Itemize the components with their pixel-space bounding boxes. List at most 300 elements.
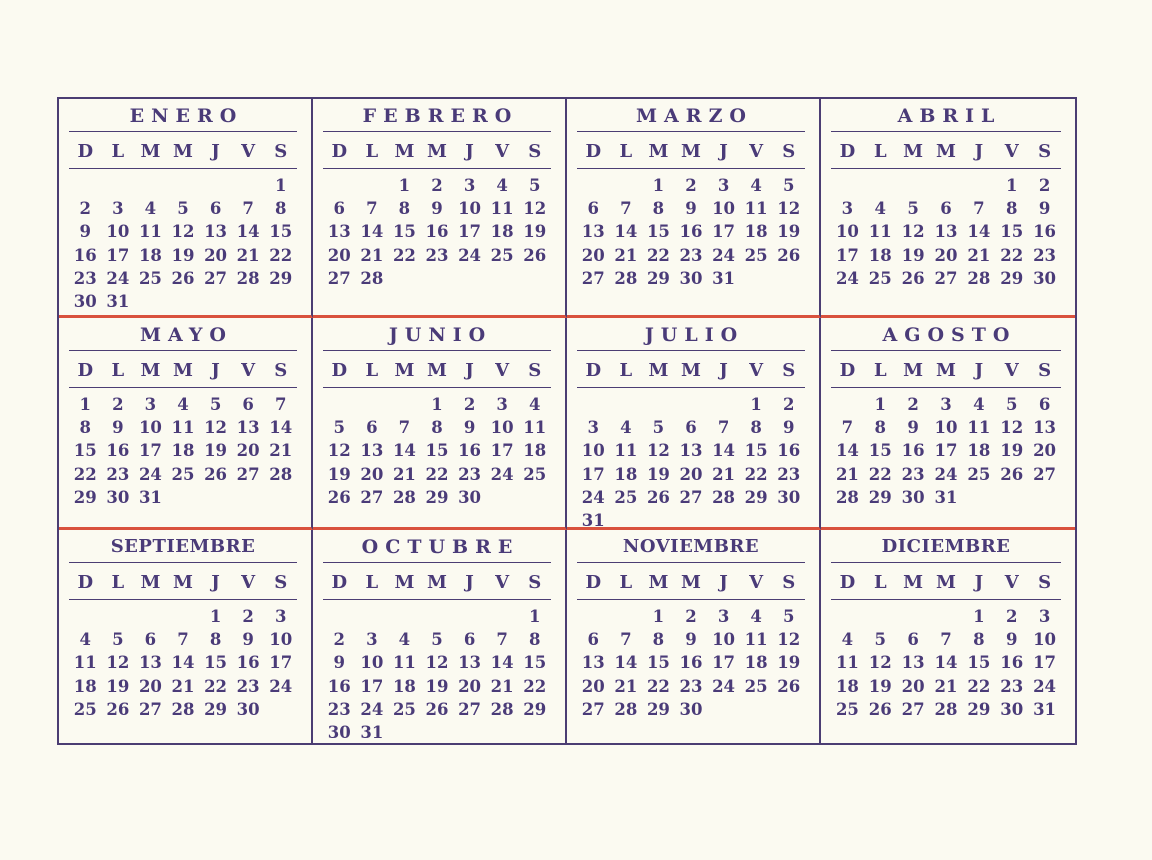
weekday-label: S — [274, 572, 288, 593]
day-number: 3 — [841, 199, 854, 219]
day-number: 27 — [901, 699, 925, 719]
day-number: 25 — [138, 268, 162, 288]
empty-day-cell — [421, 605, 454, 628]
weekday-label: D — [585, 572, 602, 593]
day-number: 19 — [868, 676, 892, 696]
day-number: 6 — [587, 630, 600, 650]
day-number: 4 — [177, 395, 189, 414]
day-number: 18 — [744, 222, 768, 242]
empty-day-cell — [356, 393, 389, 416]
day-number: 23 — [901, 464, 925, 484]
day-number: 9 — [907, 418, 919, 438]
day-number: 15 — [967, 653, 991, 673]
day-number: 20 — [1033, 441, 1057, 461]
day-number: 13 — [679, 441, 703, 461]
day-number: 11 — [392, 653, 416, 673]
month-septiembre — [59, 530, 313, 744]
month-abril — [821, 99, 1075, 318]
day-number: 26 — [901, 268, 925, 288]
day-number: 15 — [744, 441, 768, 461]
day-number: 26 — [204, 464, 228, 484]
day-number: 13 — [204, 222, 228, 242]
empty-day-cell — [69, 174, 102, 197]
day-number: 26 — [171, 268, 195, 288]
day-number: 15 — [646, 222, 670, 242]
day-number: 13 — [236, 418, 260, 438]
weekday-label: S — [528, 572, 542, 593]
day-number: 26 — [425, 699, 449, 719]
day-number: 2 — [782, 395, 795, 414]
day-number: 30 — [679, 268, 703, 288]
day-number: 12 — [868, 653, 892, 673]
day-number: 3 — [144, 395, 157, 414]
weekday-label: L — [365, 360, 379, 381]
day-number: 11 — [73, 653, 97, 673]
empty-day-cell — [897, 605, 930, 628]
day-number: 5 — [209, 395, 222, 414]
day-number: 10 — [106, 222, 130, 242]
day-number: 24 — [458, 245, 482, 265]
day-number: 2 — [1038, 176, 1051, 195]
day-number: 3 — [940, 395, 952, 414]
weekday-label: V — [749, 360, 764, 381]
day-number: 2 — [79, 199, 92, 219]
day-number: 27 — [581, 268, 605, 288]
day-grid — [831, 605, 1061, 721]
day-number: 20 — [236, 441, 260, 461]
day-number: 25 — [614, 487, 638, 507]
day-number: 1 — [431, 395, 443, 414]
day-number: 24 — [934, 464, 958, 484]
day-number: 25 — [744, 676, 768, 696]
day-number: 29 — [868, 487, 892, 507]
day-number: 30 — [777, 487, 801, 507]
empty-day-cell — [388, 605, 421, 628]
day-number: 20 — [204, 245, 228, 265]
day-number: 16 — [236, 653, 260, 673]
day-number: 20 — [327, 245, 351, 265]
empty-day-cell — [930, 605, 963, 628]
day-number: 1 — [209, 607, 222, 626]
weekday-header — [323, 563, 551, 597]
day-number: 22 — [967, 676, 991, 696]
day-number: 30 — [327, 723, 351, 743]
day-number: 15 — [868, 441, 892, 461]
day-number: 22 — [868, 464, 892, 484]
day-number: 12 — [204, 418, 228, 438]
day-number: 5 — [333, 418, 346, 438]
weekday-label: V — [1004, 572, 1019, 593]
day-number: 9 — [1005, 630, 1018, 650]
day-number: 26 — [777, 245, 801, 265]
weekday-label: D — [77, 572, 94, 593]
weekday-label: V — [495, 141, 510, 162]
day-number: 24 — [269, 676, 293, 696]
day-number: 8 — [973, 630, 985, 650]
day-number: 7 — [841, 418, 854, 438]
weekday-label: V — [1004, 360, 1019, 381]
day-number: 11 — [967, 418, 991, 438]
day-number: 22 — [1000, 245, 1024, 265]
day-number: 1 — [652, 607, 665, 626]
day-number: 20 — [581, 245, 605, 265]
day-number: 9 — [782, 418, 795, 438]
empty-day-cell — [675, 393, 708, 416]
day-number: 26 — [777, 676, 801, 696]
day-number: 2 — [685, 176, 697, 195]
day-number: 6 — [907, 630, 919, 650]
day-number: 27 — [360, 487, 384, 507]
day-number: 29 — [425, 487, 449, 507]
weekday-header — [831, 132, 1061, 166]
day-number: 4 — [750, 607, 762, 626]
day-number: 24 — [106, 268, 130, 288]
day-number: 8 — [528, 630, 541, 650]
day-number: 4 — [528, 395, 541, 414]
day-number: 2 — [333, 630, 346, 650]
weekday-label: L — [873, 572, 887, 593]
empty-day-cell — [69, 605, 102, 628]
weekday-header — [577, 132, 805, 166]
day-number: 4 — [144, 199, 157, 219]
day-number: 2 — [431, 176, 443, 195]
weekday-label: S — [782, 360, 796, 381]
day-number: 29 — [646, 699, 670, 719]
day-number: 3 — [366, 630, 378, 650]
day-number: 20 — [679, 464, 703, 484]
day-number: 23 — [679, 676, 703, 696]
day-number: 23 — [1000, 676, 1024, 696]
day-number: 18 — [490, 222, 514, 242]
day-number: 1 — [528, 607, 541, 626]
day-number: 31 — [581, 511, 605, 531]
weekday-label: V — [495, 360, 510, 381]
day-number: 1 — [398, 176, 411, 195]
day-number: 30 — [1033, 268, 1057, 288]
day-number: 19 — [777, 222, 801, 242]
day-number: 29 — [1000, 268, 1024, 288]
weekday-label: M — [648, 572, 669, 593]
empty-day-cell — [356, 174, 389, 197]
day-number: 13 — [901, 653, 925, 673]
weekday-header — [577, 563, 805, 597]
weekday-label: V — [241, 572, 256, 593]
day-number: 29 — [744, 487, 768, 507]
day-number: 31 — [934, 487, 958, 507]
day-number: 6 — [242, 395, 254, 414]
day-number: 4 — [79, 630, 92, 650]
weekday-label: J — [719, 572, 728, 593]
weekday-header — [323, 132, 551, 166]
day-number: 28 — [614, 699, 638, 719]
day-number: 6 — [1038, 395, 1051, 414]
day-number: 28 — [392, 487, 416, 507]
empty-day-cell — [453, 605, 486, 628]
day-grid — [577, 605, 805, 721]
day-number: 10 — [1033, 630, 1057, 650]
day-number: 30 — [458, 487, 482, 507]
day-number: 13 — [934, 222, 958, 242]
month-title: FEBRERO — [362, 105, 519, 127]
day-number: 16 — [73, 245, 97, 265]
weekday-label: D — [839, 360, 856, 381]
day-number: 10 — [934, 418, 958, 438]
day-number: 22 — [523, 676, 547, 696]
day-number: 14 — [490, 653, 514, 673]
day-number: 11 — [171, 418, 195, 438]
day-number: 25 — [868, 268, 892, 288]
weekday-label: M — [394, 141, 415, 162]
day-number: 11 — [614, 441, 638, 461]
day-number: 24 — [490, 464, 514, 484]
day-number: 23 — [679, 245, 703, 265]
day-number: 14 — [614, 653, 638, 673]
month-febrero — [313, 99, 567, 318]
day-number: 4 — [620, 418, 632, 438]
empty-day-cell — [323, 605, 356, 628]
day-number: 16 — [327, 676, 351, 696]
weekday-label: V — [749, 572, 764, 593]
day-number: 6 — [685, 418, 697, 438]
empty-day-cell — [167, 174, 200, 197]
weekday-label: V — [749, 141, 764, 162]
weekday-label: M — [427, 360, 447, 381]
month-agosto — [821, 318, 1075, 530]
day-number: 23 — [1033, 245, 1057, 265]
day-number: 11 — [490, 199, 514, 219]
day-number: 15 — [425, 441, 449, 461]
day-number: 28 — [171, 699, 195, 719]
day-number: 22 — [425, 464, 449, 484]
day-number: 19 — [777, 653, 801, 673]
day-number: 2 — [242, 607, 254, 626]
day-number: 19 — [425, 676, 449, 696]
day-number: 21 — [835, 464, 859, 484]
day-number: 19 — [171, 245, 195, 265]
day-grid — [323, 174, 551, 290]
day-number: 7 — [620, 199, 632, 219]
day-number: 10 — [490, 418, 514, 438]
empty-day-cell — [167, 605, 200, 628]
day-number: 3 — [496, 395, 508, 414]
day-number: 7 — [717, 418, 730, 438]
day-number: 7 — [274, 395, 287, 414]
day-number: 20 — [360, 464, 384, 484]
day-number: 15 — [1000, 222, 1024, 242]
day-number: 3 — [463, 176, 476, 195]
empty-day-cell — [962, 174, 995, 197]
day-number: 3 — [112, 199, 124, 219]
day-number: 13 — [581, 222, 605, 242]
month-title: MAYO — [140, 324, 233, 346]
weekday-label: S — [528, 360, 542, 381]
day-number: 2 — [112, 395, 124, 414]
day-number: 16 — [106, 441, 130, 461]
day-number: 13 — [327, 222, 351, 242]
day-number: 17 — [835, 245, 859, 265]
weekday-label: M — [936, 572, 956, 593]
month-title: JUNIO — [388, 324, 493, 346]
day-number: 10 — [835, 222, 859, 242]
weekday-header — [831, 351, 1061, 385]
day-number: 22 — [73, 464, 97, 484]
day-number: 29 — [73, 487, 97, 507]
day-number: 1 — [750, 395, 762, 414]
weekday-label: M — [140, 141, 161, 162]
weekday-label: D — [77, 141, 94, 162]
weekday-label: M — [394, 360, 415, 381]
day-number: 2 — [463, 395, 476, 414]
day-number: 20 — [458, 676, 482, 696]
day-number: 29 — [269, 268, 293, 288]
day-number: 29 — [646, 268, 670, 288]
weekday-label: S — [528, 141, 542, 162]
day-number: 7 — [620, 630, 632, 650]
day-grid — [323, 393, 551, 509]
day-number: 18 — [967, 441, 991, 461]
empty-day-cell — [323, 174, 356, 197]
weekday-label: J — [974, 572, 984, 593]
day-number: 6 — [209, 199, 222, 219]
year-calendar — [57, 97, 1077, 745]
month-title: JULIO — [644, 324, 745, 346]
day-number: 18 — [614, 464, 638, 484]
day-number: 13 — [458, 653, 482, 673]
weekday-label: M — [173, 572, 193, 593]
day-number: 27 — [204, 268, 228, 288]
weekday-label: S — [782, 572, 796, 593]
day-number: 31 — [138, 487, 162, 507]
day-number: 8 — [652, 630, 665, 650]
day-number: 14 — [236, 222, 260, 242]
day-number: 20 — [581, 676, 605, 696]
day-number: 27 — [1033, 464, 1057, 484]
day-number: 7 — [940, 630, 952, 650]
day-number: 17 — [458, 222, 482, 242]
month-title: ENERO — [129, 105, 244, 127]
weekday-label: M — [681, 141, 701, 162]
day-number: 6 — [144, 630, 157, 650]
weekday-label: J — [719, 141, 728, 162]
day-number: 6 — [366, 418, 378, 438]
month-julio — [567, 318, 821, 530]
day-number: 21 — [236, 245, 260, 265]
day-number: 8 — [652, 199, 665, 219]
day-number: 9 — [1038, 199, 1051, 219]
day-number: 9 — [431, 199, 443, 219]
day-number: 5 — [1005, 395, 1018, 414]
day-number: 21 — [171, 676, 195, 696]
day-number: 3 — [717, 607, 730, 626]
weekday-label: M — [648, 360, 669, 381]
day-number: 26 — [106, 699, 130, 719]
day-number: 20 — [138, 676, 162, 696]
day-number: 15 — [204, 653, 228, 673]
weekday-header — [831, 563, 1061, 597]
day-number: 14 — [269, 418, 293, 438]
weekday-label: J — [465, 141, 474, 162]
weekday-label: M — [173, 141, 193, 162]
weekday-label: D — [585, 360, 602, 381]
empty-day-cell — [356, 605, 389, 628]
day-number: 4 — [841, 630, 854, 650]
day-number: 12 — [523, 199, 547, 219]
weekday-label: J — [719, 360, 728, 381]
day-number: 4 — [874, 199, 887, 219]
day-number: 10 — [138, 418, 162, 438]
day-number: 9 — [112, 418, 124, 438]
day-number: 11 — [868, 222, 892, 242]
weekday-header — [69, 351, 297, 385]
day-number: 25 — [967, 464, 991, 484]
day-number: 16 — [1033, 222, 1057, 242]
day-number: 14 — [614, 222, 638, 242]
day-number: 17 — [581, 464, 605, 484]
day-number: 29 — [967, 699, 991, 719]
weekday-label: J — [211, 360, 220, 381]
day-number: 22 — [646, 245, 670, 265]
day-number: 21 — [490, 676, 514, 696]
day-number: 23 — [777, 464, 801, 484]
day-number: 15 — [73, 441, 97, 461]
day-number: 4 — [973, 395, 985, 414]
day-number: 17 — [138, 441, 162, 461]
day-number: 24 — [712, 676, 736, 696]
day-number: 6 — [587, 199, 600, 219]
empty-day-cell — [577, 174, 610, 197]
day-number: 9 — [333, 653, 346, 673]
empty-day-cell — [199, 174, 232, 197]
day-number: 3 — [587, 418, 600, 438]
empty-day-cell — [134, 605, 167, 628]
day-number: 16 — [458, 441, 482, 461]
empty-day-cell — [577, 393, 610, 416]
day-number: 18 — [392, 676, 416, 696]
weekday-label: D — [839, 141, 856, 162]
weekday-label: M — [903, 141, 924, 162]
weekday-label: V — [241, 141, 256, 162]
day-number: 3 — [1038, 607, 1051, 626]
day-number: 27 — [327, 268, 351, 288]
day-number: 14 — [835, 441, 859, 461]
weekday-header — [69, 132, 297, 166]
day-number: 22 — [744, 464, 768, 484]
day-number: 18 — [868, 245, 892, 265]
month-title: MARZO — [636, 105, 753, 127]
weekday-label: M — [427, 572, 447, 593]
day-grid — [577, 174, 805, 290]
day-number: 7 — [366, 199, 378, 219]
day-number: 25 — [490, 245, 514, 265]
day-number: 4 — [750, 176, 762, 195]
day-number: 17 — [269, 653, 293, 673]
day-grid — [323, 605, 551, 744]
month-title: NOVIEMBRE — [622, 536, 760, 557]
day-number: 15 — [269, 222, 293, 242]
day-number: 8 — [274, 199, 287, 219]
day-number: 12 — [1000, 418, 1024, 438]
day-number: 30 — [901, 487, 925, 507]
month-diciembre — [821, 530, 1075, 744]
day-number: 24 — [835, 268, 859, 288]
day-number: 16 — [901, 441, 925, 461]
day-number: 16 — [777, 441, 801, 461]
day-number: 8 — [750, 418, 762, 438]
empty-day-cell — [707, 393, 740, 416]
day-number: 28 — [269, 464, 293, 484]
day-number: 31 — [712, 268, 736, 288]
day-number: 31 — [1033, 699, 1057, 719]
